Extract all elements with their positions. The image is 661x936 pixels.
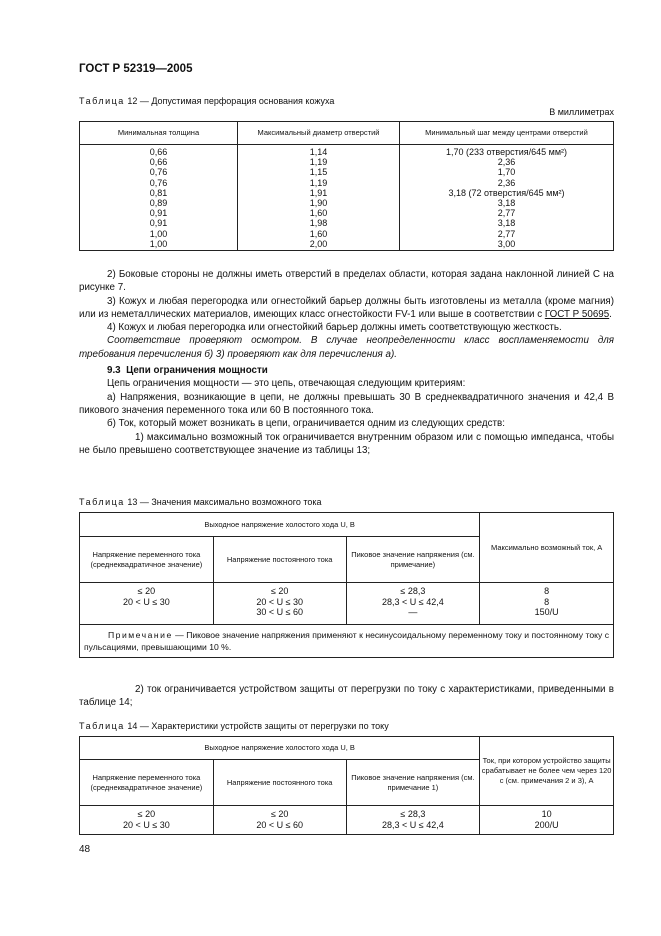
cell: 20 < U ≤ 30 [256,596,304,607]
cell: 0,66 [149,147,168,157]
conformity-note: Соответствие проверяют осмотром. В случае неопределенности класс воспламеняемости для требования перечисления б) 3) проверяют как для перечисления а). [79,335,614,360]
paragraph-means-1: 1) максимально возможный ток ограничивается внутренним образом или с помощью импеданса, чтобы не было превышено соответствующее значение из таблицы 13; [79,431,614,456]
table13-group-header: Выходное напряжение холостого хода U, В [80,513,480,537]
cell: 1,70 (233 отверстия/645 мм²) [445,147,568,157]
cell: 8 [544,596,550,607]
cell: 2,36 [497,177,516,188]
cell: 1,98 [309,218,328,229]
cell: 1,90 [309,198,328,209]
cell: ≤ 28,3 [400,586,426,596]
document-code: ГОСТ Р 52319—2005 [79,63,193,75]
cell: 1,91 [309,187,328,198]
paragraph-criterion-a: а) Напряжения, возникающие в цепи, не должны превышать 30 В среднеквадратичного значения и 42,4 В пикового значения переменного тока или 60 В постоянного тока. [79,391,614,416]
table-row [80,583,614,625]
page-number: 48 [79,844,91,855]
table-row [80,625,614,658]
paragraph-criterion-b: б) Ток, который может возникать в цепи, ограничивается одним из следующих средств: [107,418,505,430]
cell: 2,77 [497,228,516,239]
cell: ≤ 20 [270,586,289,596]
cell: 10 [541,809,552,819]
table13-header-max-current: Максимально возможный ток, А [480,513,614,583]
cell: 1,00 [149,228,168,239]
cell: 2,36 [497,157,516,168]
cell: 200/U [534,819,559,830]
table13-header-ac: Напряжение переменного тока (среднеквадратичное значение) [80,537,214,583]
paragraph-item-4: 4) Кожух и любая перегородка или огнестойкий барьер должны иметь соответствующую жесткость. [107,322,562,334]
cell: ≤ 20 [270,809,289,819]
table12-header-thickness: Минимальная толщина [80,122,238,145]
table13-col-dc [213,583,346,625]
cell: 1,19 [309,177,328,188]
cell: 20 < U ≤ 30 [123,819,170,830]
paragraph-item-3 [79,295,614,322]
table13-header-dc: Напряжение постоянного тока [213,537,346,583]
cell: 3,00 [497,238,516,249]
cell: 0,76 [149,177,168,188]
cell: 0,81 [149,187,168,198]
standard-link[interactable]: ГОСТ Р 50695 [544,308,610,320]
table14-caption [79,721,389,731]
table14-header-ac: Напряжение переменного тока (среднеквадратичное значение) [80,760,214,806]
table14-header-dc: Напряжение постоянного тока [213,760,346,806]
table14-col-peak [346,806,480,835]
cell: 2,77 [497,208,516,219]
table14-col-dc [213,806,346,835]
table12-caption [79,96,334,106]
section-title: Цепи ограничения мощности [126,365,268,377]
table12 [79,121,614,251]
table14-group-header: Выходное напряжение холостого хода U, В [80,737,480,760]
cell: ≤ 20 [137,809,156,819]
cell: 30 < U ≤ 60 [256,607,304,617]
table13 [79,512,614,658]
table12-header-diameter: Максимальный диаметр отверстий [238,122,400,145]
table13-col-ac [80,583,214,625]
cell: 0,91 [149,208,168,219]
cell: 8 [544,586,550,596]
caption-text: 12 — Допустимая перфорация основания кожуха [127,96,335,106]
cell: 3,18 [497,218,516,229]
table14-header-trip-current: Ток, при котором устройство защиты срабатывает не более чем через 120 с (см. примечания 2 и 3), А [480,737,614,806]
table12-col-thickness [80,145,238,251]
cell: — [408,607,418,617]
note-text: — Пиковое значение напряжения применяют к несинусоидальному переменному току и постоянному току с пульсациями, превышающими 10 %. [84,630,609,652]
table13-header-peak: Пиковое значение напряжения (см. примечание) [346,537,480,583]
cell: ≤ 28,3 [400,809,426,819]
cell: 3,18 [497,198,516,209]
table14-col-ac [80,806,214,835]
table12-col-pitch [400,145,614,251]
table-row [80,806,614,835]
cell: ≤ 20 [137,586,156,596]
table14 [79,736,614,835]
cell: 28,3 < U ≤ 42,4 [382,596,444,607]
cell: 0,89 [149,198,168,209]
table13-col-current [480,583,614,625]
cell: 1,00 [149,238,168,249]
paragraph-means-2: 2) ток ограничивается устройством защиты от перегрузки по току с характеристиками, приведенными в таблице 14; [79,684,614,709]
cell: 28,3 < U ≤ 42,4 [382,819,444,830]
table13-caption [79,497,322,507]
paragraph-definition: Цепь ограничения мощности — это цепь, отвечающая следующим критериям: [107,378,466,390]
body-text-block [79,683,614,710]
cell: 3,18 (72 отверстия/645 мм²) [448,187,565,198]
caption-word: Таблица [79,96,125,106]
paragraph-text: 3) Кожух и любая перегородка или огнестойкий барьер должны быть изготовлены из металла (кроме магния) или из неметаллических материалов, имеющих класс огнестойкости FV-1 или выше в соответствии с [79,295,614,320]
cell: 1,70 [497,167,516,178]
cell: 0,91 [149,218,168,229]
cell: 0,66 [149,157,168,168]
cell: 2,00 [309,238,328,249]
caption-word: Таблица [79,497,125,507]
note-word: Примечание [108,630,173,640]
cell: 20 < U ≤ 30 [123,596,170,607]
table14-col-current [480,806,614,835]
cell: 1,14 [309,147,328,157]
table-row [80,145,614,251]
paragraph-item-2: 2) Боковые стороны не должны иметь отверстий в пределах области, которая задана наклонной линией C на рисунке 7. [79,269,614,294]
cell: 1,15 [309,167,328,178]
cell: 1,60 [309,208,328,219]
cell: 1,60 [309,228,328,239]
caption-word: Таблица [79,721,125,731]
section-number: 9.3 [107,365,121,377]
cell: 20 < U ≤ 60 [256,819,304,830]
caption-text: 13 — Значения максимально возможного тока [127,497,322,507]
table14-header-peak: Пиковое значение напряжения (см. примечание 1) [346,760,480,806]
table12-col-diameter [238,145,400,251]
units-label: В миллиметрах [549,107,614,117]
table13-note [80,625,614,658]
table13-col-peak [346,583,480,625]
table12-header-pitch: Минимальный шаг между центрами отверстий [400,122,614,145]
section-heading [79,364,614,377]
cell: 150/U [534,607,559,617]
cell: 1,19 [309,157,328,168]
body-text-block [79,268,614,457]
cell: 0,76 [149,167,168,178]
paragraph-text: . [609,308,612,320]
caption-text: 14 — Характеристики устройств защиты от перегрузки по току [127,721,389,731]
